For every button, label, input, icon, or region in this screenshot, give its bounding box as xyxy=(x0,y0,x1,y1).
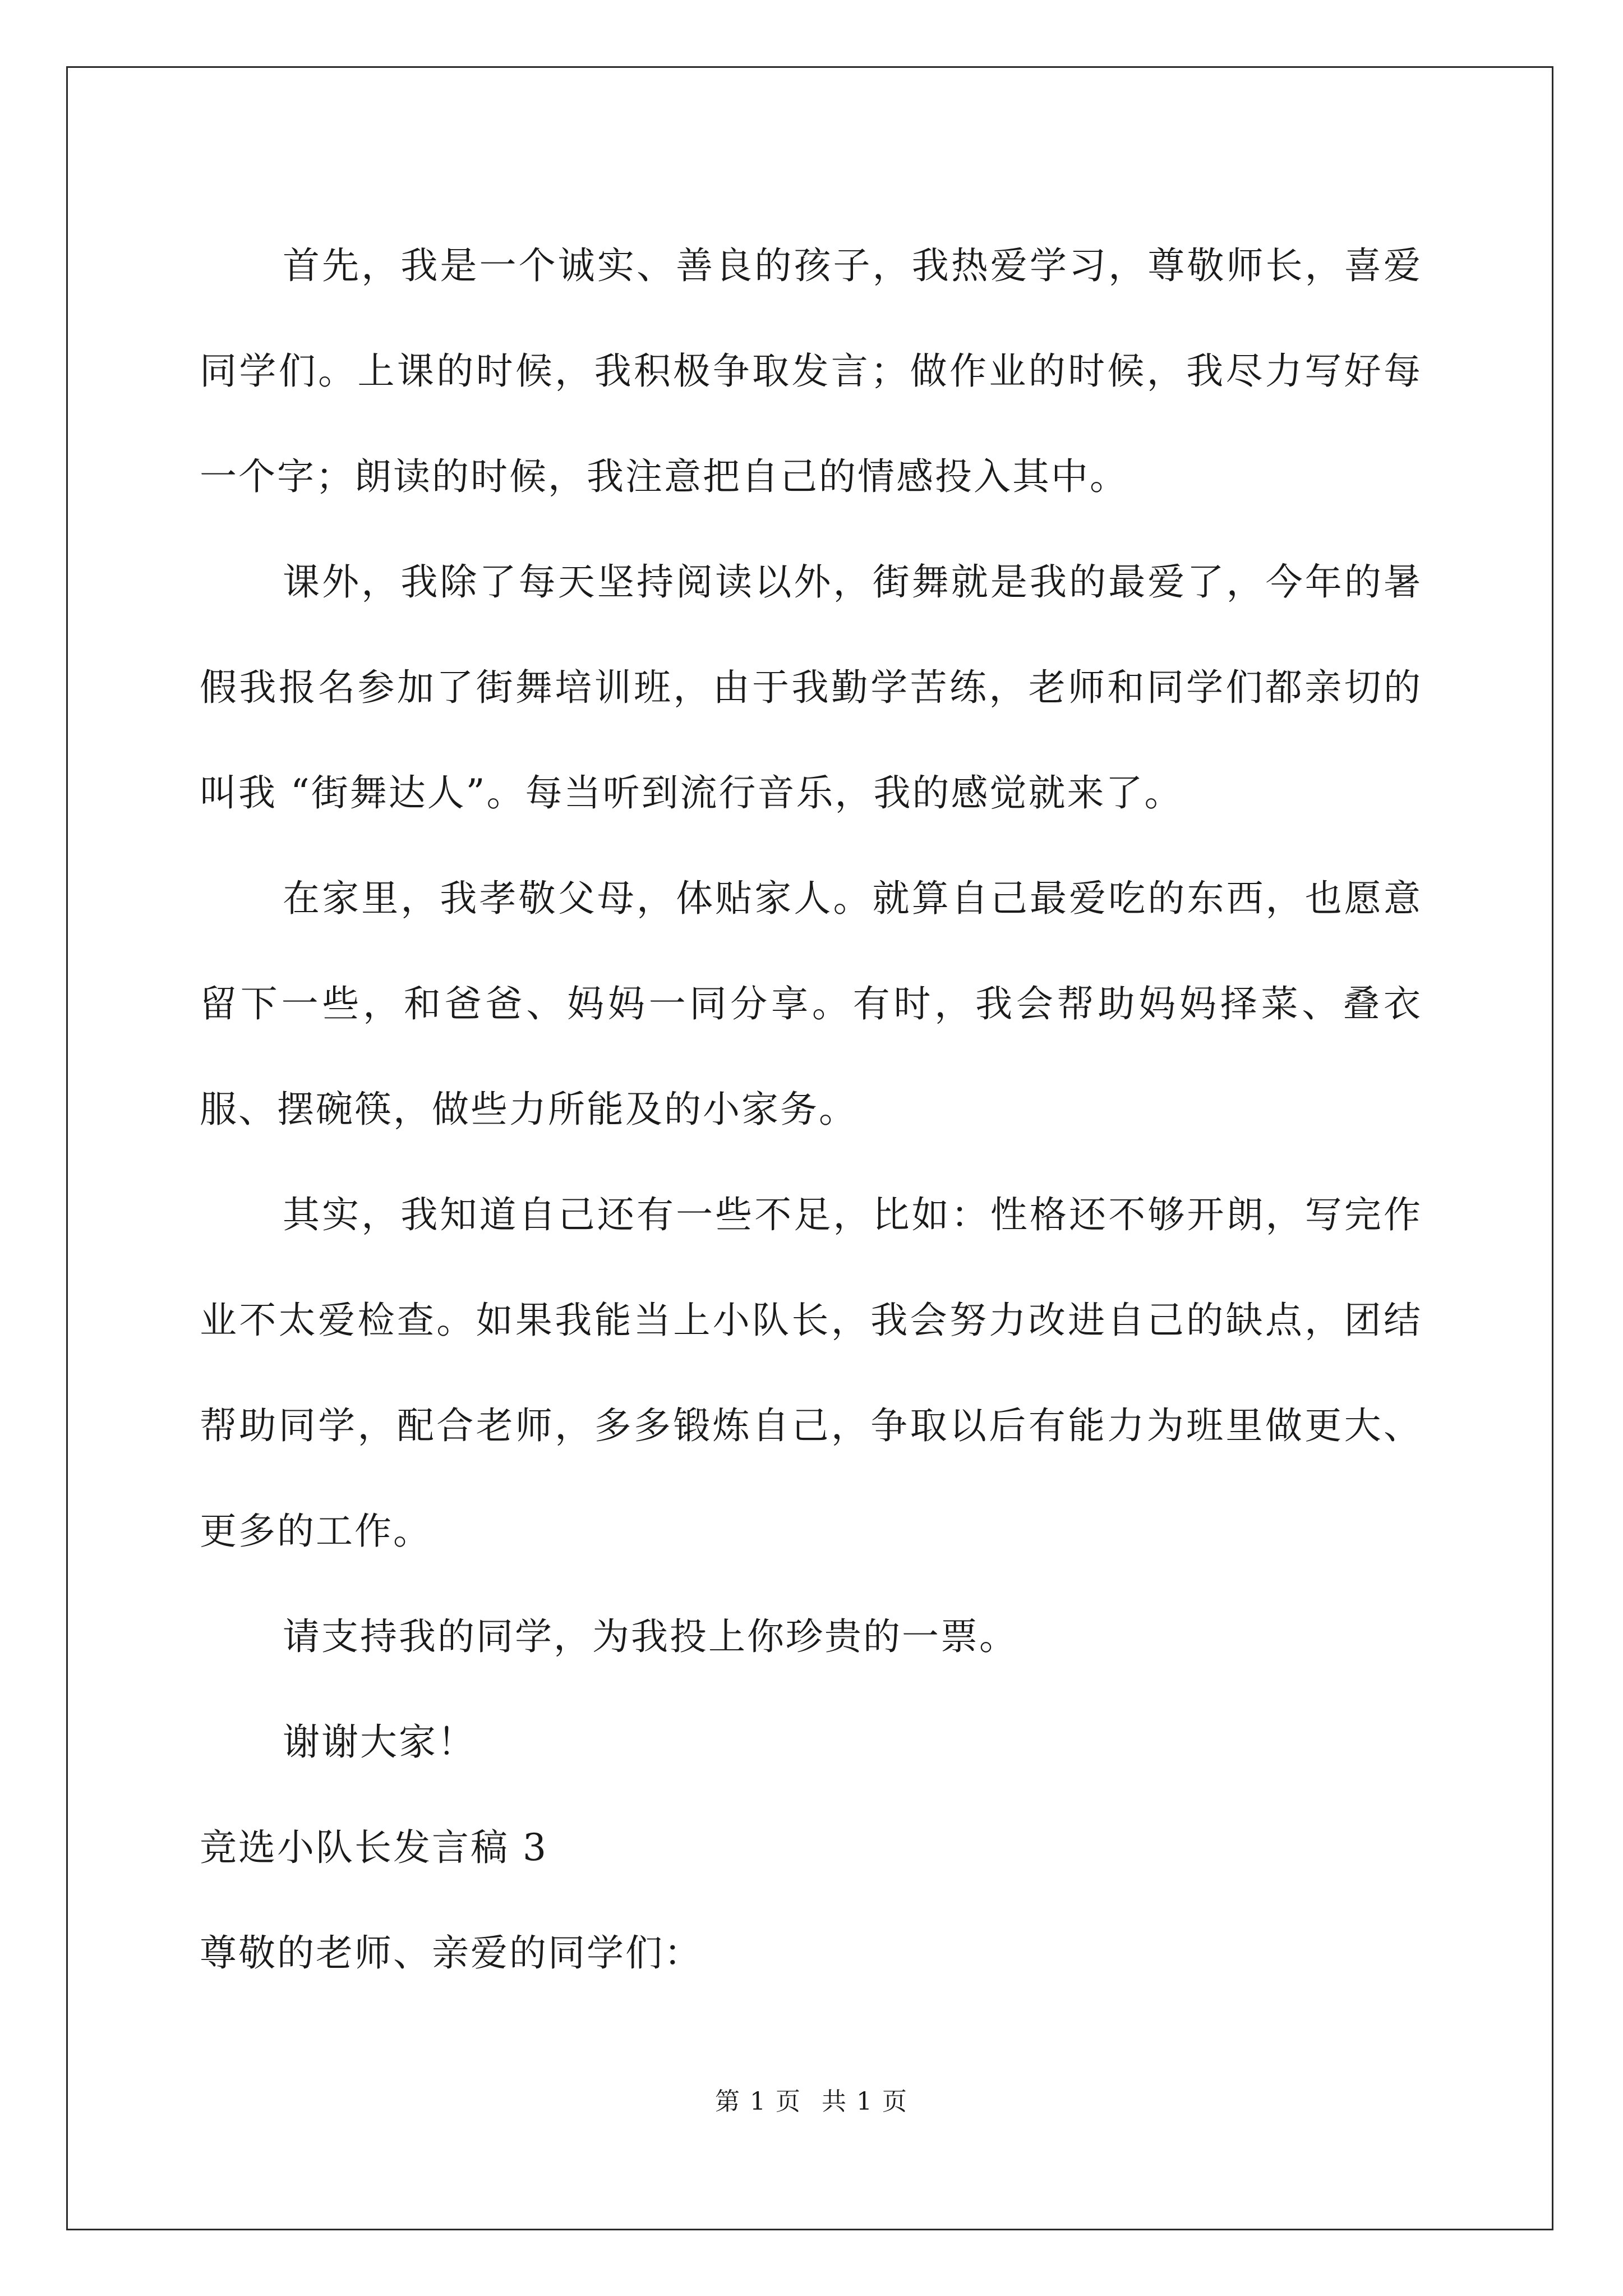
page-number: 第 1 页 xyxy=(715,2087,801,2116)
document-body xyxy=(200,213,1422,2006)
paragraph-3: 在家里，我孝敬父母，体贴家人。就算自己最爱吃的东西，也愿意留下一些，和爸爸、妈妈一同分享。有时，我会帮助妈妈择菜、叠衣服、摆碗筷，做些力所能及的小家务。 xyxy=(200,877,1422,1131)
page-footer xyxy=(0,2081,1623,2117)
paragraph-6: 谢谢大家！ xyxy=(283,1720,476,1764)
paragraph-4: 其实，我知道自己还有一些不足，比如：性格还不够开朗，写完作业不太爱检查。如果我能当上小队长，我会努力改进自己的缺点，团结帮助同学，配合老师，多多锻炼自己，争取以后有能力为班里做更大、更多的工作。 xyxy=(200,1193,1422,1553)
paragraph-5: 请支持我的同学，为我投上你珍贵的一票。 xyxy=(283,1615,1018,1658)
page-total: 共 1 页 xyxy=(822,2087,908,2116)
paragraph-2: 课外，我除了每天坚持阅读以外，街舞就是我的最爱了，今年的暑假我报名参加了街舞培训班，由于我勤学苦练，老师和同学们都亲切的叫我 “街舞达人”。每当听到流行音乐，我的感觉就来了。 xyxy=(200,560,1422,815)
salutation: 尊敬的老师、亲爱的同学们： xyxy=(200,1931,703,1975)
paragraph-1: 首先，我是一个诚实、善良的孩子，我热爱学习，尊敬师长，喜爱同学们。上课的时候，我积极争取发言；做作业的时候，我尽力写好每一个字；朗读的时候，我注意把自己的情感投入其中。 xyxy=(200,244,1422,498)
section-heading: 竞选小队长发言稿 3 xyxy=(200,1826,548,1869)
